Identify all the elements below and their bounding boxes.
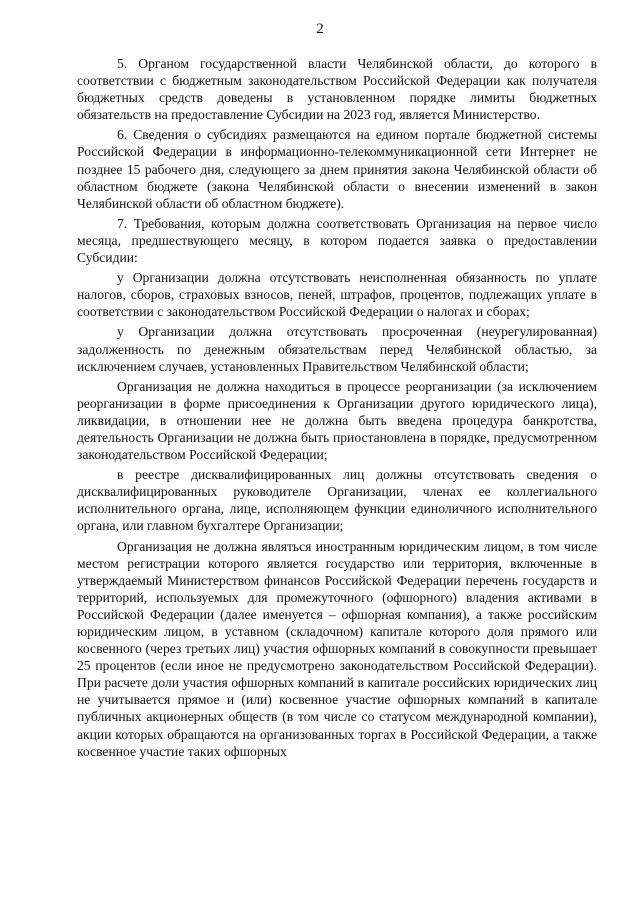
paragraph-offshore: Организация не должна являться иностранным юридическим лицом, в том числе местом регистрации которого является государство или территория, включенные в утверждаемый Министерством финансов Российской Федерации перечень государств и территорий, используемых для промежуточного (офшорного) владения активами в Российской Федерации (далее именуется – офшорная компания), а также российским юридическим лицом, в уставном (складочном) капитале которого доля прямого или косвенного (через третьих лиц) участия офшорных компаний в совокупности превышает 25 процентов (если иное не предусмотрено законодательством Российской Федерации). При расчете доли участия офшорных компаний в капитале российских юридических лиц не учитывается прямое и (или) косвенное участие офшорных компаний в капитале публичных акционерных обществ (в том числе со статусом международной компании), акции которых обращаются на организованных торгах в Российской Федерации, а также косвенное участие таких офшорных xyxy=(77,538,597,759)
paragraph-reorganization: Организация не должна находиться в процессе реорганизации (за исключением реорганизации в форме присоединения к Организации другого юридического лица), ликвидации, в отношении нее не должна быть введена процедура банкротства, деятельность Организации не должна быть приостановлена в порядке, предусмотренном законодательством Российской Федерации; xyxy=(77,378,597,463)
document-body xyxy=(77,55,597,760)
paragraph-overdue-debt: у Организации должна отсутствовать просроченная (неурегулированная) задолженность по денежным обязательствам перед Челябинской областью, за исключением случаев, установленных Правительством Челябинской области; xyxy=(77,324,597,374)
paragraph-item-5: 5. Органом государственной власти Челябинской области, до которого в соответствии с бюджетным законодательством Российской Федерации как получателя бюджетных средств доведены в установленном порядке лимиты бюджетных обязательств на предоставление Субсидии на 2023 год, является Министерство. xyxy=(77,56,597,123)
paragraph-tax-obligations: у Организации должна отсутствовать неисполненная обязанность по уплате налогов, сборов, страховых взносов, пеней, штрафов, процентов, подлежащих уплате в соответствии с законодательством Российской Федерации о налогах и сборах; xyxy=(77,270,597,320)
paragraph-disqualified-persons: в реестре дисквалифицированных лиц должны отсутствовать сведения о дисквалифицированных руководителе Организации, членах ее коллегиального исполнительного органа, лице, исполняющем функции единоличного исполнительного органа, или главном бухгалтере Организации; xyxy=(77,467,597,534)
page-number: 2 xyxy=(316,21,324,37)
paragraph-item-7: 7. Требования, которым должна соответствовать Организация на первое число месяца, предшествующего месяцу, в котором подается заявка о предоставлении Субсидии: xyxy=(77,215,597,266)
paragraph-item-6: 6. Сведения о субсидиях размещаются на едином портале бюджетной системы Российской Федерации в информационно-телекоммуникационной сети Интернет не позднее 15 рабочего дня, следующего за днем принятия закона Челябинской области об областном бюджете (закона Челябинской области о внесении изменений в закон Челябинской области об областном бюджете). xyxy=(77,127,597,211)
